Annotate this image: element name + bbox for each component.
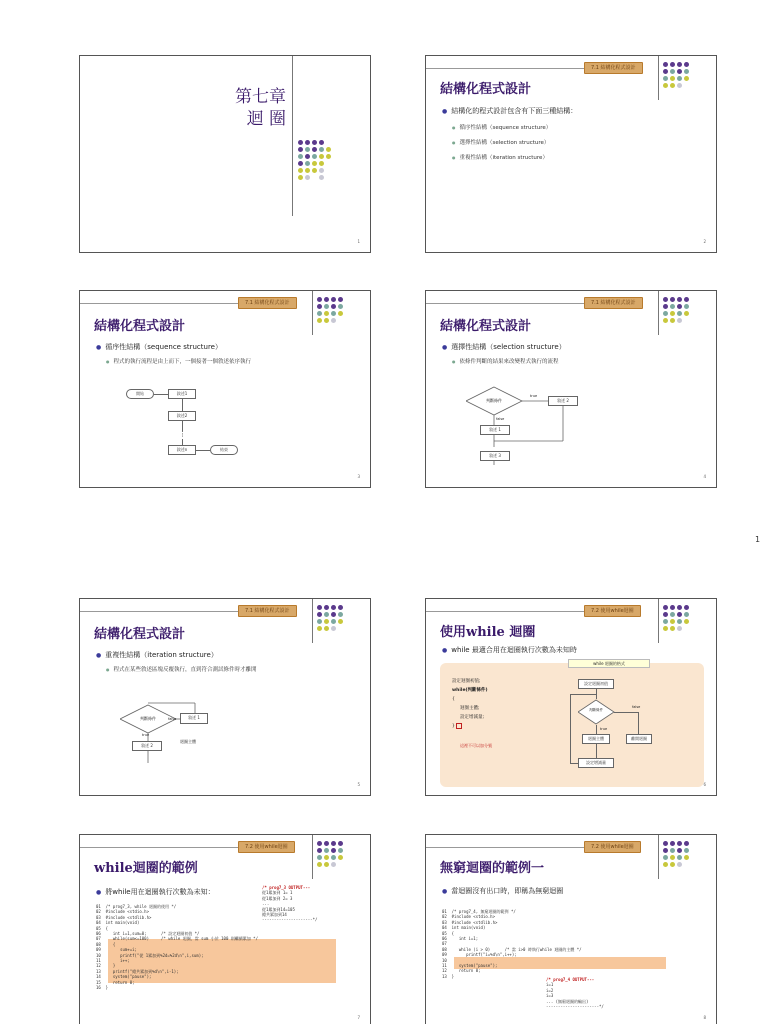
divider-line bbox=[658, 599, 659, 643]
flow-arrow bbox=[638, 712, 639, 734]
slide-number: 4 bbox=[703, 474, 706, 479]
code-line: 15 return 0; bbox=[96, 979, 135, 985]
dots-decoration bbox=[663, 62, 689, 88]
slide-title: 結構化程式設計 bbox=[94, 627, 186, 642]
header-line bbox=[426, 611, 584, 612]
panel-title: while 迴圈的格式 bbox=[568, 659, 650, 668]
flow-step-2: 敘述 2 bbox=[548, 396, 578, 406]
output-line: i=3 bbox=[546, 993, 554, 999]
flow-decision-label: 判斷條件 bbox=[140, 716, 156, 721]
slide-number: 5 bbox=[357, 782, 360, 787]
flow-arrow bbox=[596, 725, 597, 734]
code-line: 02 #include <stdio.h> bbox=[442, 914, 495, 920]
code-line: 05 { bbox=[96, 925, 109, 931]
code-line: 08 while (i > 0) /* 當 i>0 時執行while 迴圈的主體 */ bbox=[442, 946, 582, 952]
flow-arrow bbox=[196, 450, 210, 451]
code-line: 04 int main(void) bbox=[96, 920, 140, 926]
flow-step-n: 敘述n bbox=[168, 445, 196, 455]
flow-arrow bbox=[570, 694, 596, 695]
section-tag: 7.2 使用while迴圈 bbox=[584, 605, 641, 617]
code-line: 10 printf("從 1累加到%2d=%2d\n",i,sum); bbox=[96, 952, 204, 958]
flow-exit: 離開迴圈 bbox=[626, 734, 652, 744]
code-line: { bbox=[452, 697, 455, 702]
section-tag: 7.1 結構化程式設計 bbox=[584, 62, 643, 74]
code-line: 04 int main(void) bbox=[442, 925, 486, 931]
slide-4-thumbnail[interactable] bbox=[425, 290, 717, 488]
code-line: 16 } bbox=[96, 985, 109, 991]
flow-arrow bbox=[154, 394, 168, 395]
slide-number: 6 bbox=[703, 782, 706, 787]
flow-arrow bbox=[182, 399, 183, 411]
divider-line bbox=[292, 56, 293, 216]
code-line: 05 { bbox=[442, 930, 455, 936]
dots-decoration bbox=[298, 140, 331, 180]
section-tag: 7.2 使用while迴圈 bbox=[584, 841, 641, 853]
code-line: 09 printf("i=%d\n",i++); bbox=[442, 952, 517, 958]
section-tag: 7.1 結構化程式設計 bbox=[584, 297, 643, 309]
output-line: ... (無窮迴圈的輸出) bbox=[546, 998, 589, 1004]
code-line: 01 /* prog7_3, while 迴圈的使用 */ bbox=[96, 904, 177, 909]
flow-arrow bbox=[596, 689, 597, 699]
slide-number: 3 bbox=[357, 474, 360, 479]
code-line: 09 sum+=i; bbox=[96, 947, 137, 953]
source-code bbox=[96, 904, 258, 991]
slide-number: 7 bbox=[357, 1015, 360, 1020]
iteration-flowchart bbox=[120, 699, 230, 769]
sub-bullet: ● 依條件判斷的結果來改變程式執行的流程 bbox=[452, 357, 559, 367]
flow-end: 結束 bbox=[210, 445, 238, 455]
code-line: 設定迴圈初值; bbox=[452, 679, 481, 684]
code-line: 13 printf("總共累加到%d\n",i-1); bbox=[96, 968, 179, 974]
output-line: 總共累加到14 bbox=[262, 912, 287, 918]
source-code bbox=[442, 909, 582, 979]
header-line bbox=[426, 303, 584, 304]
slide-2-thumbnail[interactable] bbox=[425, 55, 717, 253]
output-title: /* prog7_4 OUTPUT--- bbox=[546, 977, 595, 982]
sub-bullet: ● 程式的執行流程是由上而下，一個接著一個敘述依序執行 bbox=[106, 357, 251, 367]
code-line: 02 #include <stdio.h> bbox=[96, 909, 149, 915]
divider-line bbox=[312, 599, 313, 643]
code-line: 07 while(sum<=100) /* while 迴圈，當 sum 小於 100 則繼續累加 */ bbox=[96, 936, 259, 942]
flow-start: 開始 bbox=[126, 389, 154, 399]
flow-arrow bbox=[570, 694, 571, 764]
flow-body: 迴圈主體 bbox=[582, 734, 610, 744]
flow-ellipsis: ⋮ bbox=[179, 430, 186, 438]
slide-number: 2 bbox=[703, 239, 706, 244]
output-line: i=1 bbox=[546, 982, 554, 988]
flow-arrow bbox=[614, 712, 638, 713]
divider-line bbox=[658, 835, 659, 879]
flow-step-1: 敘述 1 bbox=[480, 425, 510, 435]
code-line: 12 } bbox=[96, 963, 116, 969]
chapter-title bbox=[235, 86, 286, 130]
slide-title: 使用while 迴圈 bbox=[440, 625, 536, 640]
flow-step-2: 敘述 2 bbox=[132, 741, 162, 751]
code-line: 迴圈主體; bbox=[460, 706, 480, 711]
flow-decision-label: 判斷條件 bbox=[486, 398, 502, 403]
code-line: 10 bbox=[442, 957, 447, 963]
slide-number: 1 bbox=[357, 239, 360, 244]
dots-decoration bbox=[663, 605, 689, 631]
flow-loop-label: 迴圈主體 bbox=[180, 739, 196, 744]
flow-false-label: false bbox=[168, 717, 177, 721]
dots-decoration bbox=[663, 297, 689, 323]
slide-title: 結構化程式設計 bbox=[440, 82, 532, 97]
bullet-text: ● 選擇性結構（selection structure） bbox=[442, 342, 566, 353]
chapter-name: 迴 圈 bbox=[246, 109, 286, 129]
code-line: 14 system("pause"); bbox=[96, 974, 152, 980]
bullet-text: ● while 最適合用在迴圈執行次數為未知時 bbox=[442, 645, 577, 656]
output-line: ----------------------*/ bbox=[546, 1004, 604, 1010]
output-line: 從1累加到14=105 bbox=[262, 906, 295, 912]
page-marker: 1 bbox=[755, 535, 761, 544]
slide-8-thumbnail[interactable] bbox=[425, 834, 717, 1024]
bullet-text: ● 循序性結構（sequence structure） bbox=[96, 342, 222, 353]
output-line: ... bbox=[262, 901, 270, 907]
flow-step-2: 敘述2 bbox=[168, 411, 196, 421]
dots-decoration bbox=[317, 297, 343, 323]
slide-title: 結構化程式設計 bbox=[440, 319, 532, 334]
code-line: 07 bbox=[442, 941, 447, 947]
bullet-text: ● 重複性結構（iteration structure） bbox=[96, 650, 218, 661]
code-line: 13 } bbox=[442, 973, 455, 979]
sub-bullet: ● 重複性結構（iteration structure） bbox=[452, 153, 548, 163]
slide-7-thumbnail[interactable] bbox=[79, 834, 371, 1024]
dots-decoration bbox=[317, 841, 343, 867]
bullet-text: ● 結構化的程式設計包含有下面三種結構： bbox=[442, 106, 577, 117]
code-line: 06 int i=1,sum=0; /* 設定迴圈初值 */ bbox=[96, 931, 200, 937]
flow-decision-shape bbox=[578, 699, 618, 727]
output-title: /* prog7_3 OUTPUT--- bbox=[262, 885, 311, 890]
header-line bbox=[426, 68, 584, 69]
flow-step-1: 敘述 1 bbox=[180, 713, 208, 724]
header-line bbox=[80, 303, 238, 304]
flow-step-3: 敘述 3 bbox=[480, 451, 510, 461]
slide-3-thumbnail[interactable] bbox=[79, 290, 371, 488]
code-line: 12 return 0; bbox=[442, 968, 481, 974]
chapter-number: 第七章 bbox=[235, 87, 286, 107]
flow-arrow bbox=[596, 744, 597, 758]
sub-bullet: ● 選擇性結構（selection structure） bbox=[452, 138, 549, 148]
flow-init: 設定迴圈初值 bbox=[578, 679, 614, 689]
divider-line bbox=[658, 56, 659, 100]
code-line: 08 { bbox=[96, 941, 116, 947]
section-tag: 7.1 結構化程式設計 bbox=[238, 605, 297, 617]
closing-brace: } bbox=[452, 724, 455, 729]
output-line: ---------------------*/ bbox=[262, 917, 318, 923]
section-tag: 7.1 結構化程式設計 bbox=[238, 297, 297, 309]
divider-line bbox=[312, 835, 313, 879]
code-line: 11 system("pause"); bbox=[442, 963, 498, 969]
code-line: 03 #include <stdlib.h> bbox=[442, 919, 498, 925]
output-line: 從1累加到 2= 3 bbox=[262, 895, 293, 901]
flow-step-1: 敘述1 bbox=[168, 389, 196, 399]
divider-line bbox=[312, 291, 313, 335]
flow-true-label: true bbox=[530, 394, 538, 398]
code-line: 01 /* prog7_4, 無窮迴圈的範例 */ bbox=[442, 909, 516, 914]
slide-5-thumbnail[interactable] bbox=[79, 598, 371, 796]
program-output bbox=[262, 885, 317, 923]
output-line: 從1累加到 1= 1 bbox=[262, 890, 293, 896]
semicolon-marker bbox=[456, 723, 462, 729]
sub-bullet: ● 循序性結構（sequence structure） bbox=[452, 123, 551, 133]
code-line: 11 i++; bbox=[96, 958, 130, 964]
code-line: 06 int i=1; bbox=[442, 936, 479, 942]
header-line bbox=[80, 611, 238, 612]
code-line-closing bbox=[452, 722, 488, 731]
program-output bbox=[546, 977, 604, 1009]
flow-true-label: true bbox=[600, 727, 608, 731]
slide-title: while迴圈的範例 bbox=[94, 861, 198, 876]
format-code bbox=[452, 677, 488, 731]
code-line: 設定增減量; bbox=[460, 715, 485, 720]
flow-false-label: false bbox=[496, 417, 505, 421]
bullet-text: ● 當迴圈沒有出口時，即稱為無窮迴圈 bbox=[442, 886, 563, 897]
flow-increment: 設定增減量 bbox=[578, 758, 614, 768]
note-text: 這裡不可以加分號 bbox=[460, 743, 492, 748]
divider-line bbox=[658, 291, 659, 335]
header-line bbox=[80, 847, 238, 848]
sub-bullet: ● 程式在某些敘述區塊反覆執行，直到符合測試條件時才離開 bbox=[106, 665, 257, 675]
slide-title: 無窮迴圈的範例一 bbox=[440, 861, 545, 876]
header-line bbox=[426, 847, 584, 848]
slide-6-thumbnail[interactable] bbox=[425, 598, 717, 796]
flow-arrow bbox=[570, 763, 578, 764]
slide-title: 結構化程式設計 bbox=[94, 319, 186, 334]
flow-true-label: true bbox=[142, 733, 150, 737]
flow-decision-label: 判斷條件 bbox=[589, 708, 603, 712]
slide-number: 8 bbox=[703, 1015, 706, 1020]
code-line: 03 #include <stdlib.h> bbox=[96, 914, 152, 920]
flow-false-label: false bbox=[632, 705, 641, 709]
dots-decoration bbox=[317, 605, 343, 631]
section-tag: 7.2 使用while迴圈 bbox=[238, 841, 295, 853]
slide-1-thumbnail[interactable] bbox=[79, 55, 371, 253]
code-line: while(判斷條件) bbox=[452, 688, 488, 693]
bullet-text: ● 將while用在迴圈執行次數為未知： bbox=[96, 887, 215, 898]
dots-decoration bbox=[663, 841, 689, 867]
output-line: i=2 bbox=[546, 987, 554, 993]
